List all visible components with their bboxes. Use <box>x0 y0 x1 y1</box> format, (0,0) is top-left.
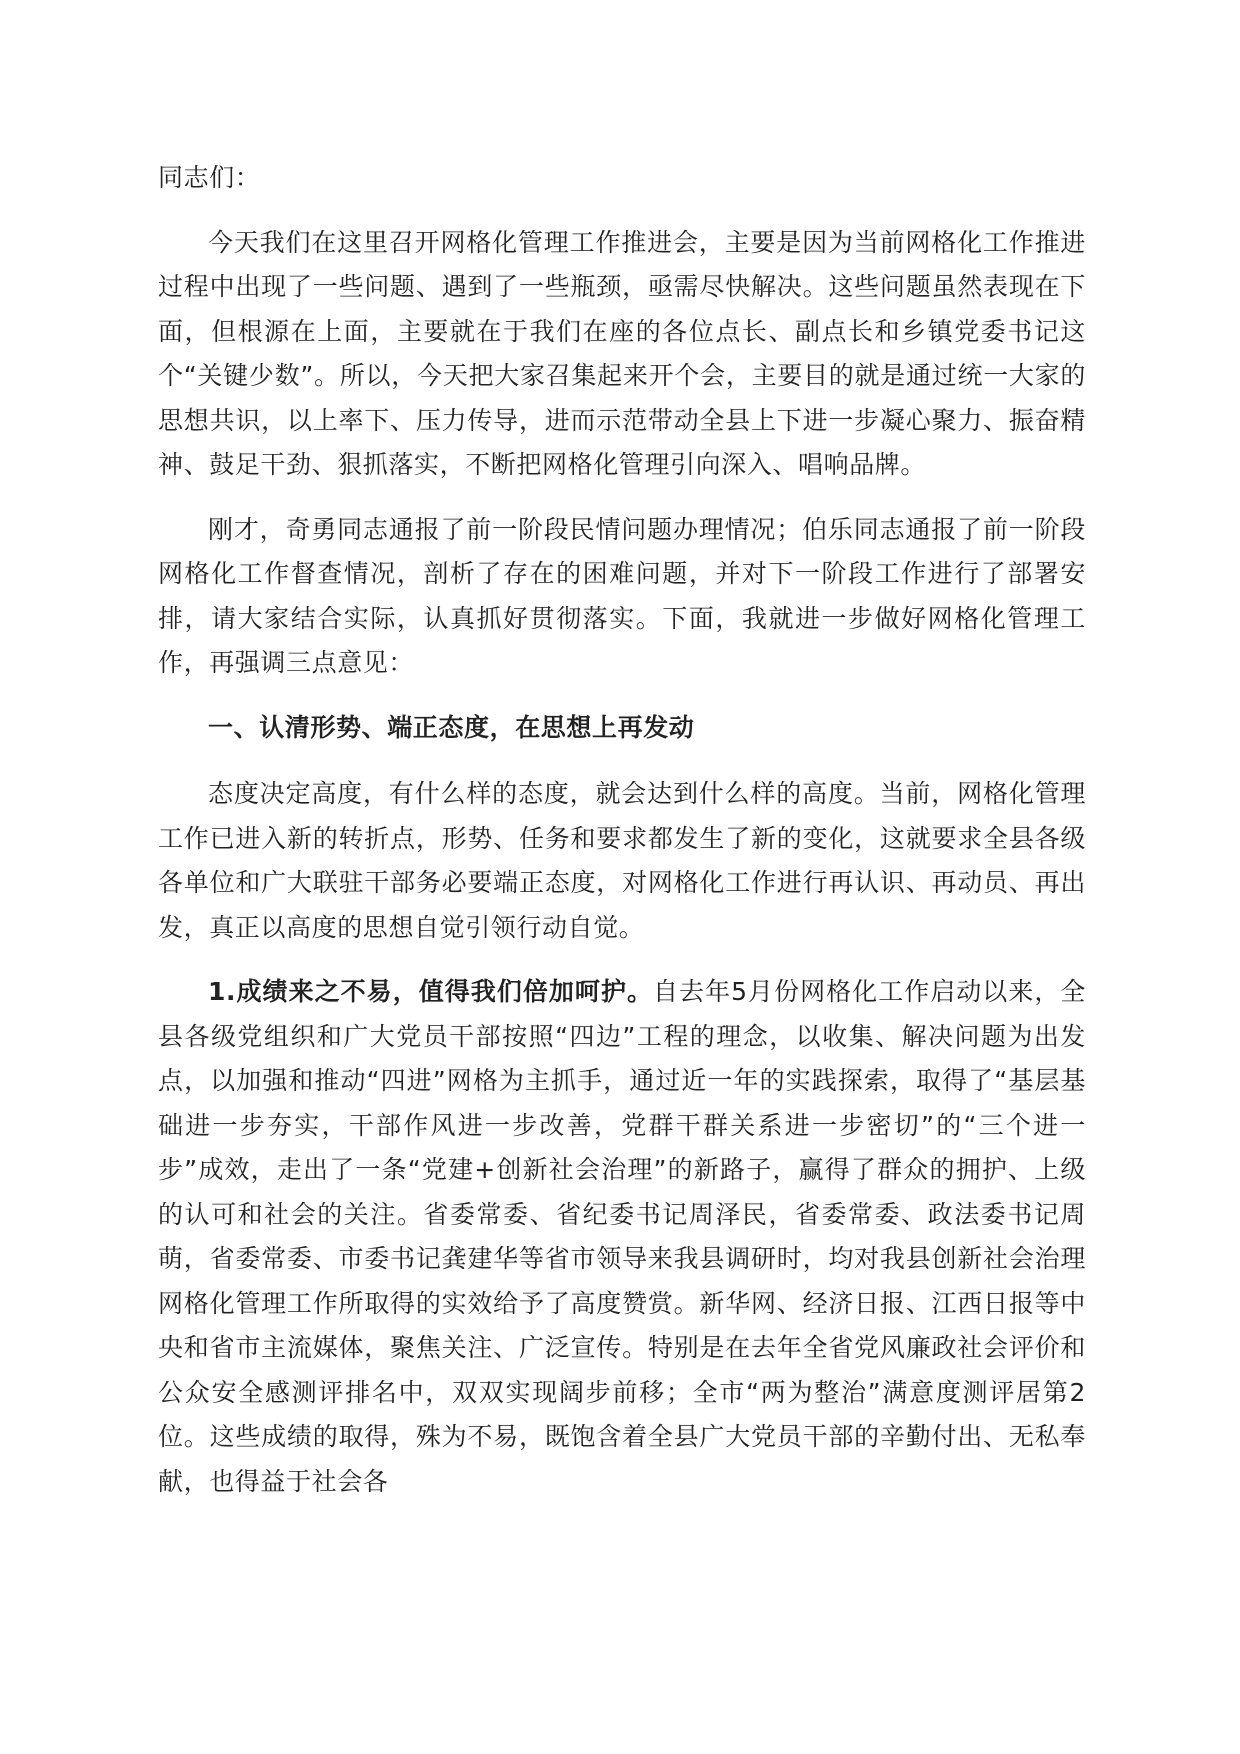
paragraph-lead-heading: 1.成绩来之不易，值得我们倍加呵护。 <box>208 977 654 1006</box>
paragraph-attitude: 态度决定高度，有什么样的态度，就会达到什么样的高度。当前，网格化管理工作已进入新的转折点，形势、任务和要求都发生了新的变化，这就要求全县各级各单位和广大联驻干部务必要端正态度，对网格化工作进行再认识、再动员、再出发，真正以高度的思想自觉引领行动自觉。 <box>158 779 1086 942</box>
document-page <box>158 156 1086 1504</box>
paragraph-achievements <box>158 970 1086 1504</box>
paragraph-achievements-body: 自去年5月份网格化工作启动以来，全县各级党组织和广大党员干部按照“四边”工程的理念，以收集、解决问题为出发点，以加强和推动“四进”网格为主抓手，通过近一年的实践探索，取得了“基层基础进一步夯实，干部作风进一步改善，党群干群关系进一步密切”的“三个进一步”成效，走出了一条“党建+创新社会治理”的新路子，赢得了群众的拥护、上级的认可和社会的关注。省委常委、省纪委书记周泽民，省委常委、政法委书记周萌，省委常委、市委书记龚建华等省市领导来我县调研时，均对我县创新社会治理网格化管理工作所取得的实效给予了高度赞赏。新华网、经济日报、江西日报等中央和省市主流媒体，聚焦关注、广泛宣传。特别是在去年全省党风廉政社会评价和公众安全感测评排名中，双双实现阔步前移；全市“两为整治”满意度测评居第2位。这些成绩的取得，殊为不易，既饱含着全县广大党员干部的辛勤付出、无私奉献，也得益于社会各 <box>158 977 1087 1496</box>
salutation: 同志们： <box>158 163 261 192</box>
section-heading-1: 一、认清形势、端正态度，在思想上再发动 <box>208 712 695 742</box>
paragraph-reports: 刚才，奇勇同志通报了前一阶段民情问题办理情况；伯乐同志通报了前一阶段网格化工作督查情况，剖析了存在的困难问题，并对下一阶段工作进行了部署安排，请大家结合实际，认真抓好贯彻落实。下面，我就进一步做好网格化管理工作，再强调三点意见： <box>158 514 1086 677</box>
paragraph-intro: 今天我们在这里召开网格化管理工作推进会，主要是因为当前网格化工作推进过程中出现了一些问题、遇到了一些瓶颈，亟需尽快解决。这些问题虽然表现在下面，但根源在上面，主要就在于我们在座的各位点长、副点长和乡镇党委书记这个“关键少数”。所以，今天把大家召集起来开个会，主要目的就是通过统一大家的思想共识，以上率下、压力传导，进而示范带动全县上下进一步凝心聚力、振奋精神、鼓足干劲、狠抓落实，不断把网格化管理引向深入、唱响品牌。 <box>158 227 1086 479</box>
